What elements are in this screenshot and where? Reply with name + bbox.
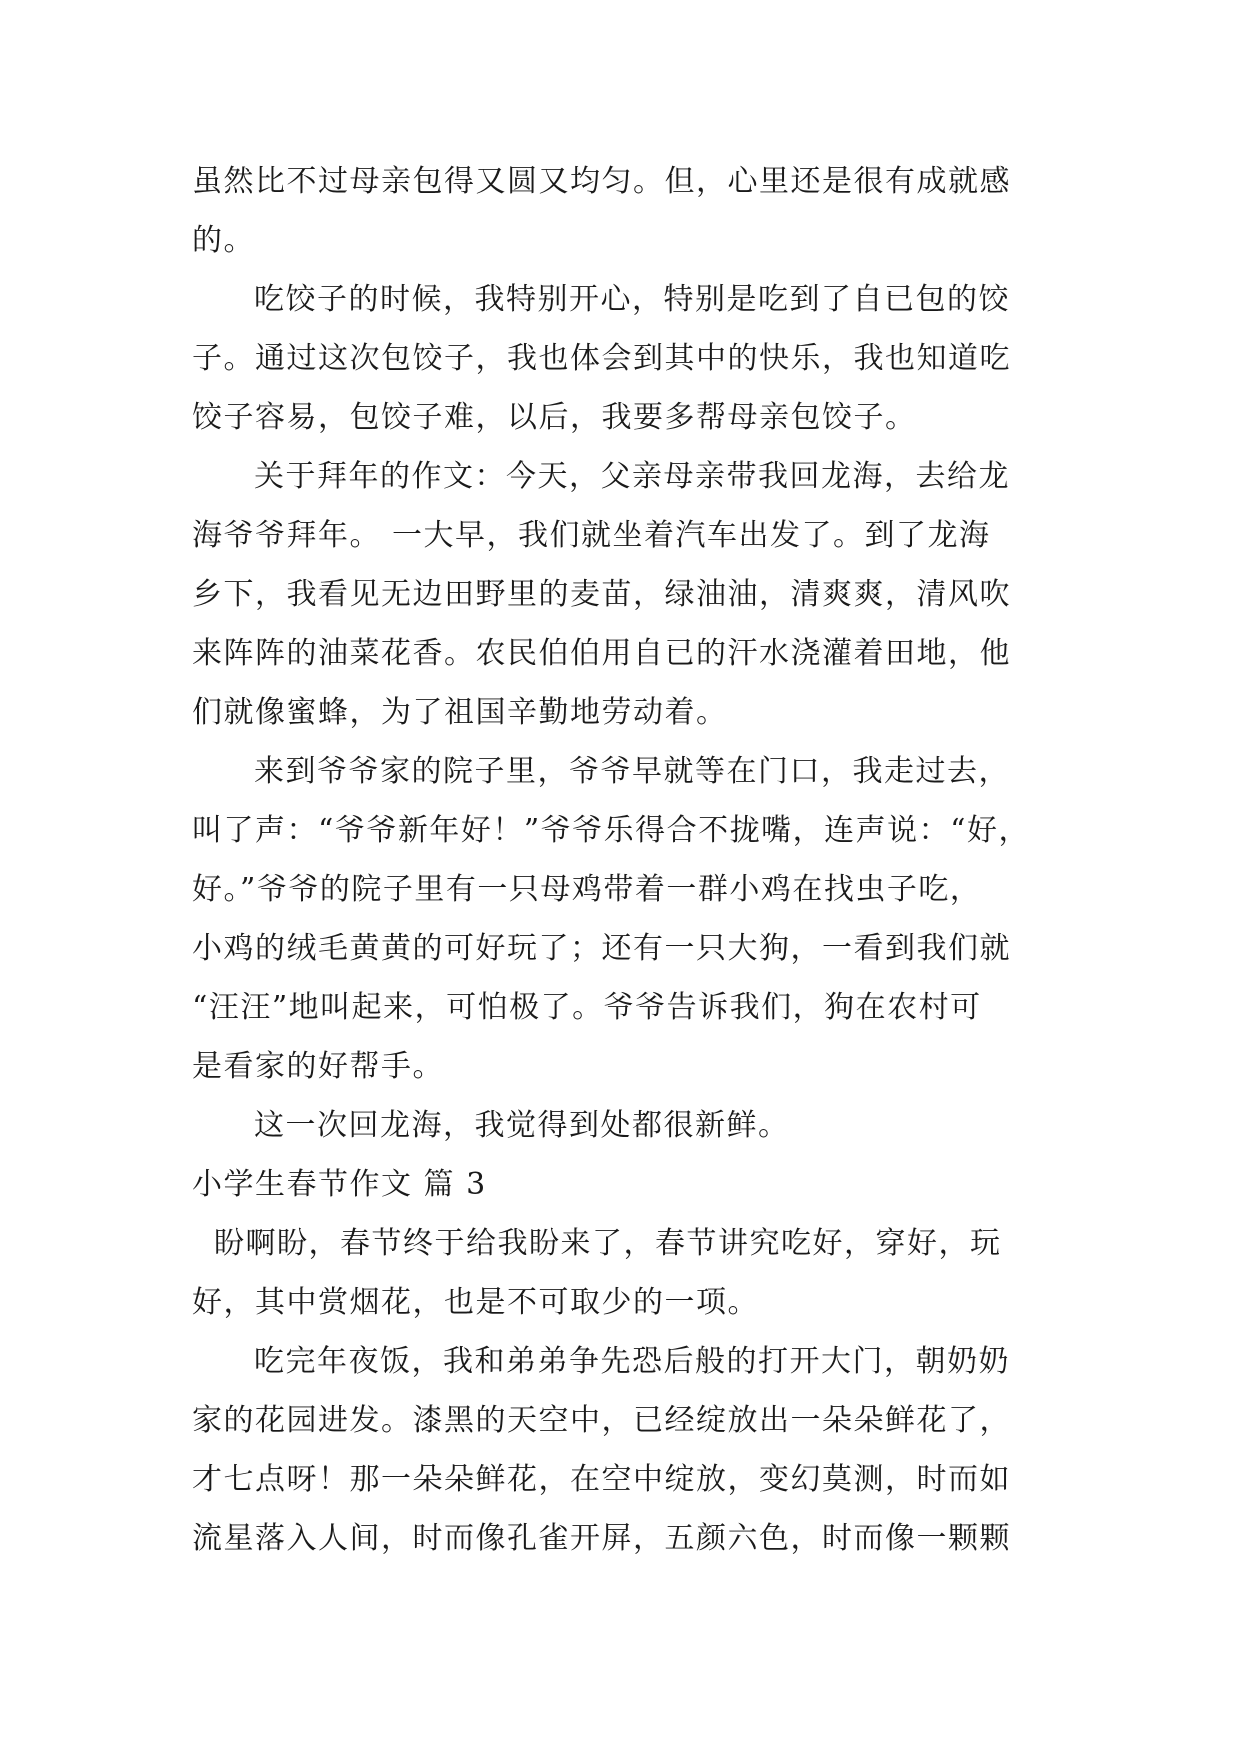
text-line: 饺子容易，包饺子难，以后，我要多帮母亲包饺子。 [192,400,917,435]
text-line: 的。 [192,223,255,258]
text-line: 们就像蜜蜂，为了祖国辛勤地劳动着。 [192,695,728,730]
text-line: 乡下，我看见无边田野里的麦苗，绿油油，清爽爽，清风吹 [192,577,1011,612]
section-heading: 小学生春节作文 篇 3 [192,1167,487,1202]
text-line: 吃完年夜饭，我和弟弟争先恐后般的打开大门，朝奶奶 [254,1344,1010,1379]
text-line: 来阵阵的油菜花香。农民伯伯用自已的汗水浇灌着田地，他 [192,636,1011,671]
paragraph [192,1214,1072,1332]
text-line: 好。”爷爷的院子里有一只母鸡带着一群小鸡在找虫子吃， [192,872,982,907]
text-line: 叫了声：“爷爷新年好！”爷爷乐得合不拢嘴，连声说：“好， [192,813,1031,848]
text-line: “汪汪”地叫起来，可怕极了。爷爷告诉我们，狗在农村可 [192,990,982,1025]
text-line: 来到爷爷家的院子里，爷爷早就等在门口，我走过去， [254,754,1010,789]
text-line: 盼啊盼，春节终于给我盼来了，春节讲究吃好，穿好，玩 [214,1226,1002,1261]
text-line: 才七点呀！那一朵朵鲜花，在空中绽放，变幻莫测，时而如 [192,1462,1011,1497]
paragraph [192,1096,1072,1155]
paragraph [192,1332,1072,1568]
text-line: 虽然比不过母亲包得又圆又均匀。但，心里还是很有成就感 [192,164,1011,199]
text-line: 好，其中赏烟花，也是不可取少的一项。 [192,1285,759,1320]
text-line: 这一次回龙海，我觉得到处都很新鲜。 [254,1108,790,1143]
text-line: 流星落入人间，时而像孔雀开屏，五颜六色，时而像一颗颗 [192,1521,1011,1556]
text-line: 吃饺子的时候，我特别开心，特别是吃到了自已包的饺 [254,282,1010,317]
text-line: 子。通过这次包饺子，我也体会到其中的快乐，我也知道吃 [192,341,1011,376]
paragraph [192,270,1072,447]
paragraph [192,447,1072,742]
text-line: 海爷爷拜年。 一大早，我们就坐着汽车出发了。到了龙海 [192,518,991,553]
text-line: 家的花园进发。漆黑的天空中，已经绽放出一朵朵鲜花了， [192,1403,1011,1438]
paragraph [192,152,1072,270]
paragraph [192,742,1072,1096]
text-line: 小鸡的绒毛黄黄的可好玩了；还有一只大狗，一看到我们就 [192,931,1011,966]
document-page [192,152,1072,1568]
text-line: 是看家的好帮手。 [192,1049,444,1084]
text-line: 关于拜年的作文：今天，父亲母亲带我回龙海，去给龙 [254,459,1010,494]
